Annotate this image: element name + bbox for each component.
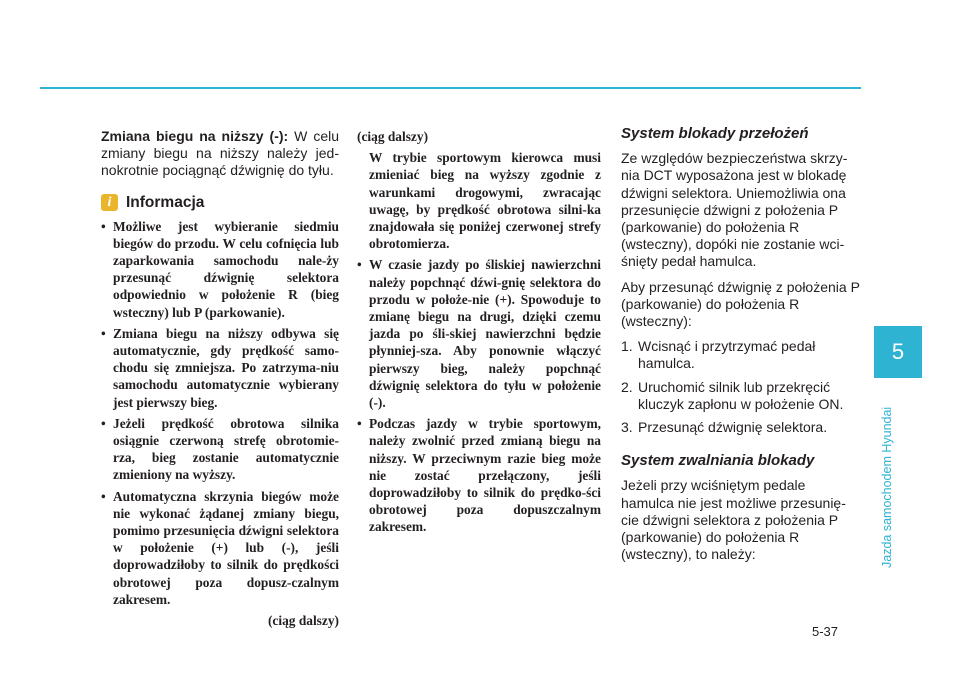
continued-note: (ciąg dalszy) xyxy=(267,613,339,629)
info-bullet: • Jeżeli prędkość obrotowa silnika osiągnie czerwoną strefę obrotomie-rza, bieg zostanie automatycznie zmieniony na wyższy. xyxy=(101,415,339,484)
shift-lock-instructions: Aby przesunąć dźwignię z położenia P (parkowanie) do położenia R (wsteczny): xyxy=(621,278,860,330)
lock-release-paragraph: Jeżeli przy wciśniętym pedale hamulca nie jest możliwe przesunię-cie dźwigni selektora z położenia P (parkowanie) do położenia R (wsteczny), to należy: xyxy=(621,477,846,563)
shift-lock-steps xyxy=(621,338,861,436)
chapter-title: Jazda samochodem Hyundai xyxy=(880,406,894,568)
step-text: Przesunąć dźwignię selektora. xyxy=(638,419,828,436)
info-bullet-list xyxy=(101,218,339,608)
column-middle xyxy=(357,128,601,540)
header-rule xyxy=(40,87,861,89)
step-number: 1. xyxy=(621,338,633,355)
continued-heading: (ciąg dalszy) xyxy=(357,129,429,144)
step-text: Wcisnąć i przytrzymać pedał hamulca. xyxy=(638,338,816,372)
column-left xyxy=(101,128,339,629)
info-title: Informacja xyxy=(126,193,205,211)
section-title-lock-release: System zwalniania blokady xyxy=(621,452,815,470)
downshift-paragraph xyxy=(101,128,339,180)
middle-bullet: • Podczas jazdy w trybie sportowym, należy zwolnić przed zmianą biegu na niższy. W przeciwnym razie bieg może nie zostać przełączony, jeśli doprowadziłoby to silnik do prędko-ści obrotowej poza dopuszczalnym zakresem. xyxy=(357,415,601,535)
chapter-number-tab: 5 xyxy=(874,326,922,378)
step-number: 2. xyxy=(621,378,633,395)
info-heading xyxy=(101,194,339,212)
downshift-text: W celu zmiany biegu na niższy należy jed-nokrotnie pociągnąć dźwignię do tyłu. xyxy=(101,128,339,179)
sport-mode-paragraph: W trybie sportowym kierowca musi zmieniać bieg na wyższy zgodnie z warunkami drogowymi, zwracając uwagę, by prędkość obrotowa silni-ka znajdowała się poniżej czerwonej strefy obrotomierza. xyxy=(369,150,601,252)
middle-bullet: • W czasie jazdy po śliskiej nawierzchni należy popchnąć dźwi-gnię selektora do przodu w położe-nie (+). Spowoduje to zmianę biegu na drugi, dzięki czemu jazda po śli-skiej nawierzchni będzie płynniej-sza. Aby ponownie włączyć pierwszy bieg, należy popchnąć dźwignię selektora do tyłu w położenie (-). xyxy=(357,256,601,411)
page-number: 5-37 xyxy=(812,624,839,639)
step-number: 3. xyxy=(621,419,633,436)
shift-lock-paragraph: Ze względów bezpieczeństwa skrzy-nia DCT wyposażona jest w blokadę dźwigni selektora. Uniemożliwia ona przesunięcie dźwigni z położenia P (parkowanie) do położenia R (wsteczny), dopóki nie zostanie wci-śnięty pedał hamulca. xyxy=(621,150,848,270)
middle-bullet-list xyxy=(357,256,601,535)
step-text: Uruchomić silnik lub przekręcić kluczyk zapłonu w położenie ON. xyxy=(638,378,844,412)
info-icon: i xyxy=(101,194,118,211)
step-item xyxy=(621,379,861,413)
info-bullet: • Możliwe jest wybieranie siedmiu biegów do przodu. W celu cofnięcia lub zaparkowania samochodu nale-ży przesunąć dźwignię selektora odpowiednio w położenie R (bieg wsteczny) lub P (parkowanie). xyxy=(101,218,339,321)
info-bullet: • Zmiana biegu na niższy odbywa się automatycznie, gdy prędkość samo-chodu się zmniejsza. Po zatrzyma-niu samochodu automatycznie wybierany jest pierwszy bieg. xyxy=(101,325,339,411)
step-item xyxy=(621,338,861,372)
column-right xyxy=(621,125,861,563)
info-bullet: • Automatyczna skrzynia biegów może nie wykonać żądanej zmiany biegu, pomimo przesunięcia dźwigni selektora w położenie (+) lub (-), jeśli doprowadziłoby to silnik do prędkości obrotowej poza dopusz-czalnym zakresem. xyxy=(101,488,339,608)
step-item xyxy=(621,419,861,436)
section-title-shift-lock: System blokady przełożeń xyxy=(621,125,809,142)
downshift-label: Zmiana biegu na niższy (-): xyxy=(101,128,289,144)
